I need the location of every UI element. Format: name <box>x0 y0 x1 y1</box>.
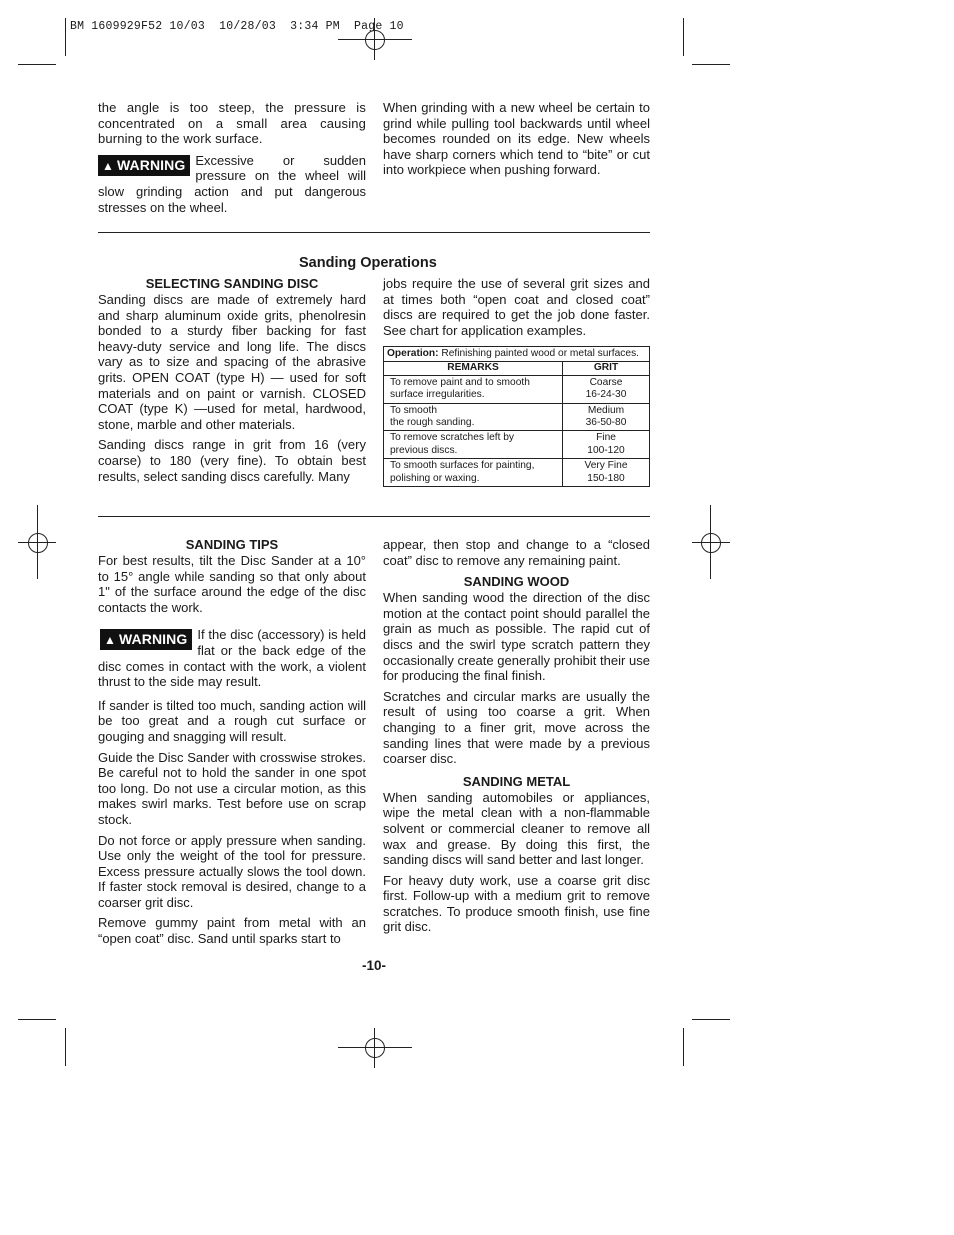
remark-text: previous discs. <box>390 444 458 456</box>
grit-chart-table <box>383 346 650 487</box>
metal-paragraph-2: For heavy duty work, use a coarse grit disc first. Follow-up with a medium grit to remove scratches. To produce smooth finish, use fine grit disc. <box>383 872 650 935</box>
table-operation-row <box>384 347 650 362</box>
sanding-wood-metal-column <box>383 537 650 940</box>
remark-text: the rough sanding. <box>390 417 475 429</box>
tips-continued-text: appear, then stop and change to a “closed coat” disc to remove any remaining paint. <box>383 537 650 568</box>
grit-values: 16-24-30 <box>585 389 627 401</box>
remark-text: To remove scratches left by <box>390 432 514 444</box>
grit-intro-text: jobs require the use of several grit sizes and at times both “open coat and closed coat” discs are required to get the job done faster. See chart for application examples. <box>383 276 650 338</box>
selecting-right-column <box>383 276 650 343</box>
table-row <box>384 431 650 459</box>
tips-paragraph-4: Do not force or apply pressure when sanding. Use only the weight of the tool for pressure. Excess pressure actually slows the tool down. If faster stock removal is desired, change to a coarser grit disc. <box>98 832 366 910</box>
grit-values: 150-180 <box>587 472 625 484</box>
tips-paragraph-5: Remove gummy paint from metal with an “open coat” disc. Sand until sparks start to <box>98 915 366 947</box>
selecting-paragraph-2: Sanding discs range in grit from 16 (very coarse) to 180 (very fine). To obtain best results, select sanding discs carefully. Many <box>98 437 366 484</box>
remark-text: surface irregularities. <box>390 389 485 401</box>
wood-paragraph-2: Scratches and circular marks are usually the result of using too coarse a grit. When changing to a finer grit, move across the sanding lines that were made by a previous coarser disc. <box>383 688 650 767</box>
remark-text: To smooth <box>390 404 437 416</box>
top-left-column <box>98 100 366 215</box>
warning-triangle-icon: ▲ <box>102 158 114 173</box>
sanding-wood-heading: SANDING WOOD <box>463 574 570 590</box>
selecting-paragraph-1: Sanding discs are made of extremely hard and sharp aluminum oxide grits, phenolresin bonded to a sturdy fiber backing for fast heavy-duty service and long life. The discs vary as to size and spacing of the abrasive grits. OPEN COAT (type H) — used for soft materials and on paint or varnish. CLOSED COAT (type K) —used for metal, hardwood, stone, marble and other materials. <box>98 292 366 432</box>
top-right-column <box>383 100 650 183</box>
tips-paragraph-1: For best results, tilt the Disc Sander at a 10° to 15° angle while sanding so that only about 1" of the surface around the edge of the disc contacts the work. <box>98 553 366 615</box>
operation-text: Refinishing painted wood or metal surfaces. <box>441 348 639 359</box>
grit-class: Medium <box>587 404 625 416</box>
table-header-row <box>384 362 650 375</box>
table-row <box>384 459 650 487</box>
grit-values: 100-120 <box>587 444 625 456</box>
metal-paragraph-1: When sanding automobiles or appliances, wipe the metal clean with a non-flammable solvent or commercial cleaner to remove all wax and grease. By doing this first, the sanding discs will sand better and last longer. <box>383 789 650 868</box>
warning-badge: ▲ WARNING <box>98 155 190 176</box>
remark-text: polishing or waxing. <box>390 472 480 484</box>
grinding-warning-text: Excessive or sudden pressure on the wheel will slow grinding action and put dangerous stresses on the wheel. <box>98 152 366 215</box>
grinding-angle-text: the angle is too steep, the pressure is concentrated on a small area causing burning to the work surface. <box>98 100 366 147</box>
section-divider <box>98 516 650 517</box>
remarks-header: REMARKS <box>384 362 563 375</box>
grit-values: 36-50-80 <box>585 417 627 429</box>
remark-text: To smooth surfaces for painting, <box>390 460 535 472</box>
selecting-heading: SELECTING SANDING DISC <box>145 276 319 291</box>
tips-paragraph-3: Guide the Disc Sander with crosswise strokes. Be careful not to hold the sander in one spot too long. Do not use a circular motion, as this makes swirl marks. Test before use on scrap stock. <box>98 749 366 827</box>
new-wheel-text: When grinding with a new wheel be certain to grind while pulling tool backwards until wheel becomes rounded on its edge. New wheels have sharp corners which tend to “bite” or cut into workpiece when pushing forward. <box>383 100 650 178</box>
table-row <box>384 403 650 431</box>
wood-paragraph-1: When sanding wood the direction of the disc motion at the contact point should parallel the grain as much as possible. The rapid cut of discs and the swirl type scratch pattern they occasionally create generally prohibit their use for producing the final finish. <box>383 590 650 684</box>
tips-paragraph-2: If sander is tilted too much, sanding action will be too great and a rough cut surface or gouging and snagging will result. <box>98 697 366 744</box>
warning-badge: ▲ WARNING <box>100 629 192 650</box>
remark-text: To remove paint and to smooth <box>390 376 530 388</box>
selecting-column <box>98 276 366 489</box>
grinding-warning <box>98 153 366 215</box>
grit-class: Very Fine <box>584 460 628 472</box>
page-number: -10- <box>361 958 386 973</box>
grit-header: GRIT <box>563 362 650 375</box>
sanding-tips-heading: SANDING TIPS <box>185 537 279 552</box>
print-slug-line: BM 1609929F52 10/03 10/28/03 3:34 PM Page 10 <box>70 20 404 33</box>
table-row <box>384 375 650 403</box>
sanding-tips-column <box>98 537 366 952</box>
warning-triangle-icon: ▲ <box>104 633 116 648</box>
grit-class: Coarse <box>589 376 623 388</box>
operation-label: Operation: <box>387 348 439 359</box>
tips-warning-text: If the disc (accessory) is held flat or the back edge of the disc comes in contact with the work, a violent thrust to the side may result. <box>98 627 366 690</box>
section-title: Sanding Operations <box>299 255 437 271</box>
sanding-metal-heading: SANDING METAL <box>462 773 571 789</box>
grit-class: Fine <box>596 432 616 444</box>
section-divider <box>98 232 650 233</box>
tips-warning <box>98 627 366 689</box>
